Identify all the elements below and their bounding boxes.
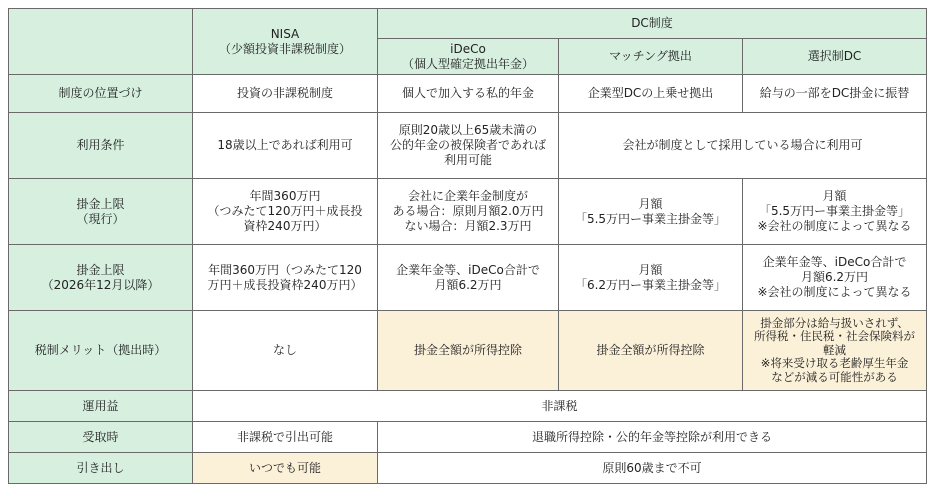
table-row-conditions — [9, 113, 927, 179]
row-label-position: 制度の位置づけ — [9, 75, 193, 113]
cell-conditions-ideco: 原則20歳以上65歳未満の 公的年金の被保険者であれば 利用可能 — [378, 113, 559, 179]
cell-position-matching: 企業型DCの上乗せ拠出 — [559, 75, 743, 113]
cell-limit-2026-ideco: 企業年金等、iDeCo合計で 月額6.2万円 — [378, 245, 559, 311]
table-row-limit-2026 — [9, 245, 927, 311]
row-label-withdrawal: 引き出し — [9, 453, 193, 484]
cell-tax-merit-matching: 掛金全額が所得控除 — [559, 311, 743, 391]
cell-limit-current-selective: 月額 「5.5万円ー事業主掛金等」 ※会社の制度によって異なる — [743, 179, 927, 245]
header-row-top — [9, 9, 927, 39]
cell-tax-merit-ideco: 掛金全額が所得控除 — [378, 311, 559, 391]
row-label-limit-2026: 掛金上限 （2026年12月以降） — [9, 245, 193, 311]
cell-limit-current-matching: 月額 「5.5万円ー事業主掛金等」 — [559, 179, 743, 245]
row-label-conditions: 利用条件 — [9, 113, 193, 179]
cell-limit-2026-matching: 月額 「6.2万円ー事業主掛金等」 — [559, 245, 743, 311]
header-matching: マッチング拠出 — [559, 39, 743, 75]
table-row-limit-current — [9, 179, 927, 245]
cell-tax-merit-selective: 掛金部分は給与扱いされず、 所得税・住民税・社会保険料が 軽減 ※将来受け取る老齢厚生年金 などが減る可能性がある — [743, 311, 927, 391]
cell-conditions-company: 会社が制度として採用している場合に利用可 — [559, 113, 927, 179]
table-row-position — [9, 75, 927, 113]
row-label-receipt: 受取時 — [9, 422, 193, 453]
header-dc-group: DC制度 — [378, 9, 927, 39]
row-label-limit-current: 掛金上限 （現行） — [9, 179, 193, 245]
comparison-table-wrapper — [8, 8, 926, 484]
header-selective-dc: 選択制DC — [743, 39, 927, 75]
header-ideco: iDeCo （個人型確定拠出年金） — [378, 39, 559, 75]
table-row-receipt — [9, 422, 927, 453]
table-row-withdrawal — [9, 453, 927, 484]
cell-conditions-nisa: 18歳以上であれば利用可 — [193, 113, 378, 179]
cell-withdrawal-nisa: いつでも可能 — [193, 453, 378, 484]
cell-position-ideco: 個人で加入する私的年金 — [378, 75, 559, 113]
table-row-tax-merit — [9, 311, 927, 391]
row-label-returns: 運用益 — [9, 391, 193, 422]
row-label-tax-merit: 税制メリット（拠出時） — [9, 311, 193, 391]
cell-limit-current-nisa: 年間360万円 （つみたて120万円＋成長投 資枠240万円） — [193, 179, 378, 245]
cell-limit-2026-nisa: 年間360万円（つみたて120 万円＋成長投資枠240万円） — [193, 245, 378, 311]
cell-limit-current-ideco: 会社に企業年金制度が ある場合：原則月額2.0万円 ない場合：月額2.3万円 — [378, 179, 559, 245]
comparison-table — [8, 8, 927, 484]
cell-receipt-nisa: 非課税で引出可能 — [193, 422, 378, 453]
cell-limit-2026-selective: 企業年金等、iDeCo合計で 月額6.2万円 ※会社の制度によって異なる — [743, 245, 927, 311]
cell-receipt-dc: 退職所得控除・公的年金等控除が利用できる — [378, 422, 927, 453]
cell-returns-all: 非課税 — [193, 391, 927, 422]
cell-position-selective: 給与の一部をDC掛金に振替 — [743, 75, 927, 113]
table-row-returns — [9, 391, 927, 422]
cell-tax-merit-nisa: なし — [193, 311, 378, 391]
cell-position-nisa: 投資の非課税制度 — [193, 75, 378, 113]
cell-withdrawal-dc: 原則60歳まで不可 — [378, 453, 927, 484]
header-corner-cell — [9, 9, 193, 75]
header-nisa: NISA （少額投資非課税制度） — [193, 9, 378, 75]
